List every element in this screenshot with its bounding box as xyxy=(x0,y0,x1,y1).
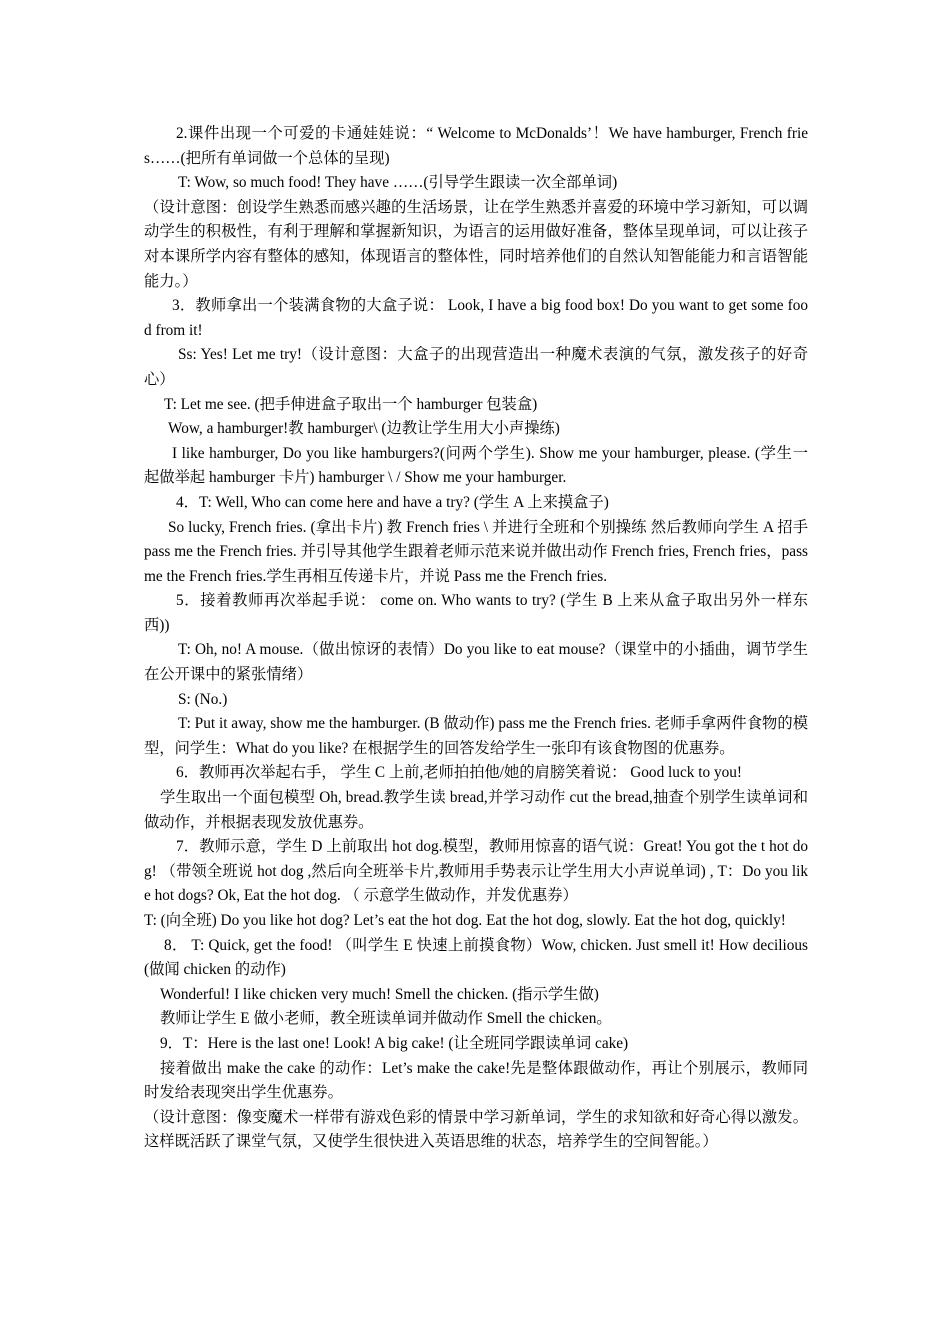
paragraph-teacher-let-me-see: T: Let me see. (把手伸进盒子取出一个 hamburger 包装盒) xyxy=(164,395,538,413)
paragraph-like-hamburger: I like hamburger, Do you like hamburgers?(问两个学生). Show me your hamburger, please. (学生一起做举起 hamburger 卡片) hamburger \ / Show me your hamburger. xyxy=(144,444,808,487)
paragraph-put-it-away: T: Put it away, show me the hamburger. (B 做动作) pass me the French fries. 老师手拿两件食物的模型，问学生：What do you like? 在根据学生的回答发给学生一张印有该食物图的优惠券。 xyxy=(144,715,808,757)
paragraph-step-8: 8． T: Quick, get the food! （叫学生 E 快速上前摸食物）Wow, chicken. Just smell it! How decilious(做闻 chicken 的动作) xyxy=(144,936,808,979)
paragraph-design-intent-1: （设计意图：创设学生熟悉而感兴趣的生活场景，让在学生熟悉并喜爱的环境中学习新知，可以调动学生的积极性，有利于理解和掌握新知识，为语言的运用做好准备，整体呈现单词，可以让孩子对本课所学内容有整体的感知，体现语言的整体性，同时培养他们的自然认知智能能力和言语智能能力。） xyxy=(144,198,808,290)
paragraph-hamburger: Wow, a hamburger!教 hamburger\ (边教让学生用大小声操练) xyxy=(168,420,560,438)
document-body xyxy=(144,122,808,1155)
paragraph-students-try: Ss: Yes! Let me try!（设计意图：大盒子的出现营造出一种魔术表演的气氛，激发孩子的好奇心） xyxy=(144,346,808,388)
paragraph-step-9: 9．T：Here is the last one! Look! A big cake! (让全班同学跟读单词 cake) xyxy=(160,1034,629,1052)
paragraph-hot-dog: T: (向全班) Do you like hot dog? Let’s eat the hot dog. Eat the hot dog, slowly. Eat the hot dog, quickly! xyxy=(144,912,786,929)
paragraph-teacher-wow: T: Wow, so much food! They have ……(引导学生跟读一次全部单词) xyxy=(178,174,618,192)
paragraph-bread: 学生取出一个面包模型 Oh, bread.教学生读 bread,并学习动作 cut the bread,抽查个别学生读单词和做动作，并根据表现发放优惠券。 xyxy=(144,789,808,831)
paragraph-step-6: 6．教师再次举起右手， 学生 C 上前,老师拍拍他/她的肩膀笑着说： Good luck to you! xyxy=(176,764,742,782)
paragraph-step-3: 3．教师拿出一个装满食物的大盒子说： Look, I have a big food box! Do you want to get some food from it! xyxy=(144,297,808,339)
paragraph-step-2: 2.课件出现一个可爱的卡通娃娃说：“ Welcome to McDonalds’！We have hamburger, French fries……(把所有单词做一个总体的呈现) xyxy=(144,125,808,167)
paragraph-french-fries: So lucky, French fries. (拿出卡片) 教 French fries \ 并进行全班和个别操练 然后教师向学生 A 招手 pass me the French fries. 并引导其他学生跟着老师示范来说并做出动作 French fries, French fries，pass me the French fries.学生再相互传递卡片，并说 Pass me the French fries. xyxy=(144,518,808,585)
paragraph-make-cake: 接着做出 make the cake 的动作：Let’s make the cake!先是整体跟做动作，再让个别展示，教师同时发给表现突出学生优惠券。 xyxy=(144,1059,808,1102)
paragraph-design-intent-2: （设计意图：像变魔术一样带有游戏色彩的情景中学习新单词，学生的求知欲和好奇心得以激发。这样既活跃了课堂气氛，又使学生很快进入英语思维的状态，培养学生的空间智能。） xyxy=(144,1108,808,1151)
paragraph-students-no: S: (No.) xyxy=(178,690,228,708)
paragraph-chicken: Wonderful! I like chicken very much! Smell the chicken. (指示学生做) xyxy=(160,985,599,1003)
paragraph-step-4: 4．T: Well, Who can come here and have a try? (学生 A 上来摸盒子) xyxy=(176,493,609,511)
paragraph-student-teacher: 教师让学生 E 做小老师，教全班读单词并做动作 Smell the chicken。 xyxy=(160,1010,612,1028)
paragraph-step-7: 7．教师示意，学生 D 上前取出 hot dog.模型，教师用惊喜的语气说：Great! You got the t hot dog! （带领全班说 hot dog ,然后向全班举卡片,教师用手势表示让学生用大小声说单词) , T：Do you like hot dogs? Ok, Eat the hot dog. （ 示意学生做动作，并发优惠券） xyxy=(144,838,808,905)
paragraph-mouse: T: Oh, no! A mouse.（做出惊讶的表情）Do you like to eat mouse?（课堂中的小插曲，调节学生在公开课中的紧张情绪） xyxy=(144,641,808,684)
paragraph-step-5: 5．接着教师再次举起手说： come on. Who wants to try? (学生 B 上来从盒子取出另外一样东西)) xyxy=(144,592,808,634)
